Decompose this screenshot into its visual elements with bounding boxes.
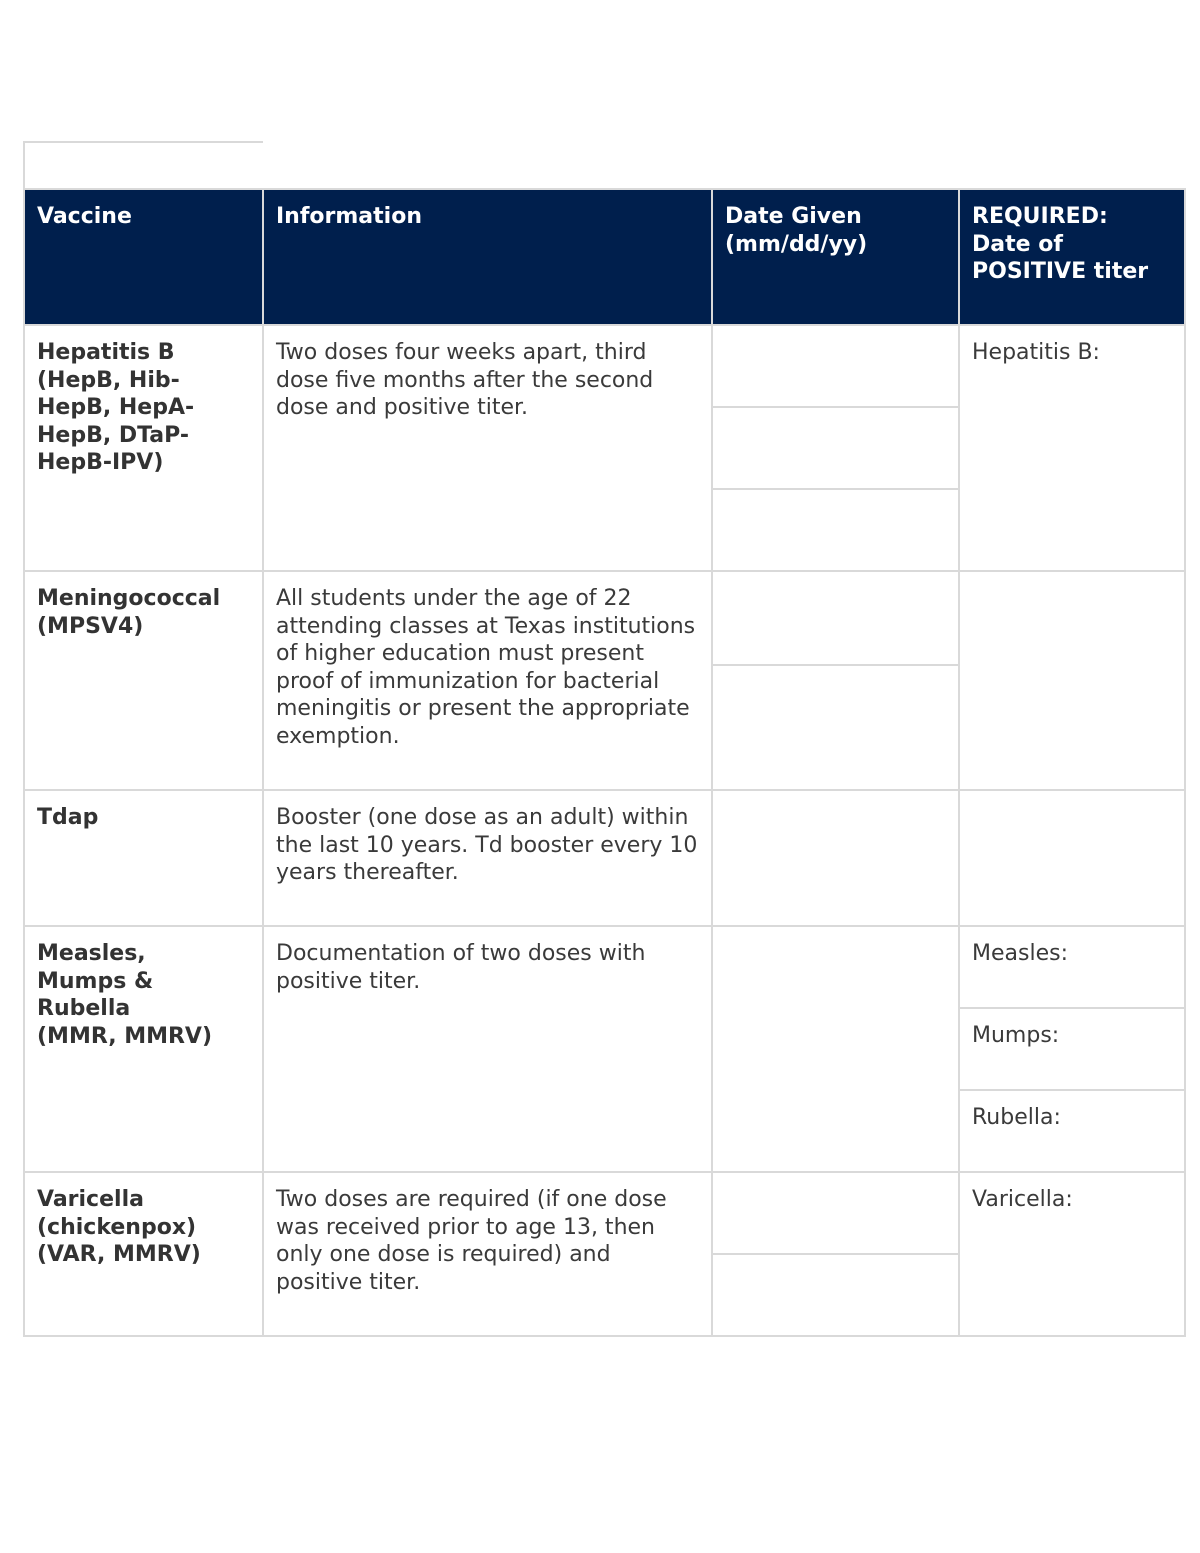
vaccine-cell (24, 325, 263, 571)
vaccine-cell (24, 1172, 263, 1336)
titer-field-rubella[interactable] (960, 1091, 1184, 1169)
vaccine-name-line: (VAR, MMRV) (37, 1242, 201, 1267)
vaccine-information: Documentation of two doses with positive titer. (276, 941, 646, 994)
titer-cell[interactable] (959, 1172, 1185, 1336)
date-given-field[interactable] (713, 408, 958, 490)
vaccine-name-line: Mumps & (37, 968, 154, 994)
date-given-cell (712, 325, 959, 571)
vaccine-name (25, 1173, 262, 1282)
vaccine-name-line: Varicella (37, 1187, 144, 1212)
date-given-cell[interactable] (712, 926, 959, 1172)
information-cell (263, 926, 712, 1172)
titer-cell (959, 926, 1185, 1172)
vaccine-name: Tdap (37, 805, 99, 830)
titer-cell[interactable] (959, 571, 1185, 790)
table-row (24, 571, 1185, 790)
header-required-titer: REQUIRED: Date of POSITIVE titer (959, 189, 1185, 325)
vaccine-cell (24, 571, 263, 790)
header-information: Information (263, 189, 712, 325)
vaccine-name-line: Rubella (37, 996, 131, 1021)
titer-label: Varicella: (972, 1187, 1073, 1212)
vaccine-name: Hepatitis B (HepB, Hib-HepB, HepA-HepB, DTaP-HepB-IPV) (37, 340, 195, 475)
vaccine-name-line: (chickenpox) (37, 1214, 197, 1240)
vaccine-cell (24, 926, 263, 1172)
information-cell (263, 325, 712, 571)
date-given-field[interactable] (713, 572, 958, 666)
information-cell (263, 1172, 712, 1336)
titer-label: Rubella: (972, 1105, 1061, 1130)
date-given-field[interactable] (713, 1173, 958, 1255)
titer-field-mumps[interactable] (960, 1009, 1184, 1091)
titer-label: Measles: (972, 941, 1068, 966)
header-date-given: Date Given (mm/dd/yy) (712, 189, 959, 325)
header-row (24, 189, 1185, 325)
date-given-field[interactable] (713, 1255, 958, 1333)
titer-field-measles[interactable] (960, 927, 1184, 1009)
date-given-cell (712, 571, 959, 790)
vaccine-name-line: (MMR, MMRV) (37, 1023, 213, 1049)
titer-cell[interactable] (959, 325, 1185, 571)
vaccine-information: Booster (one dose as an adult) within the last 10 years. Td booster every 10 years thereafter. (276, 805, 698, 885)
information-cell (263, 571, 712, 790)
table-row (24, 325, 1185, 571)
titer-label: Hepatitis B: (972, 340, 1100, 365)
vaccine-information: Two doses are required (if one dose was received prior to age 13, then only one dose is required) and positive titer. (276, 1187, 667, 1295)
date-given-field[interactable] (713, 666, 958, 787)
vaccine-name-line: Measles, (37, 941, 146, 966)
date-given-cell (712, 1172, 959, 1336)
table-row (24, 1172, 1185, 1336)
form-header-line (23, 141, 263, 189)
table-row (24, 926, 1185, 1172)
date-given-cell[interactable] (712, 790, 959, 926)
vaccine-cell (24, 790, 263, 926)
titer-cell[interactable] (959, 790, 1185, 926)
vaccine-name: Meningococcal (MPSV4) (37, 586, 221, 639)
vaccine-information: Two doses four weeks apart, third dose five months after the second dose and positive titer. (276, 340, 654, 420)
table-row (24, 790, 1185, 926)
vaccine-name (25, 927, 262, 1063)
header-vaccine: Vaccine (24, 189, 263, 325)
information-cell (263, 790, 712, 926)
date-given-field[interactable] (713, 490, 958, 568)
date-given-field[interactable] (713, 326, 958, 408)
vaccine-table (23, 188, 1186, 1337)
vaccine-information: All students under the age of 22 attending classes at Texas institutions of higher education must present proof of immunization for bacterial meningitis or present the appropriate exemption. (276, 586, 696, 749)
titer-label: Mumps: (972, 1023, 1060, 1048)
